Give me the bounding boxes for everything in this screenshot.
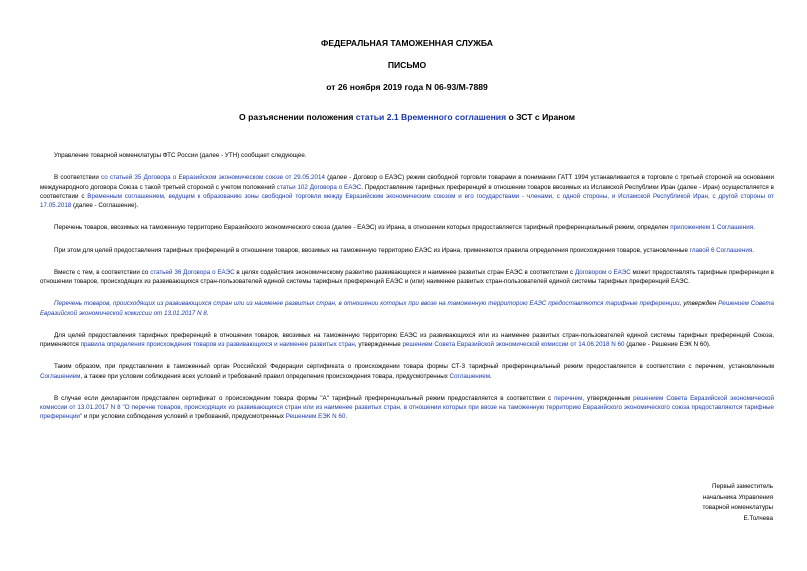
link-eec-decision-8[interactable]: Решением Совета Евразийской экономической комиссии от 13.01.2017 N 8	[40, 300, 775, 317]
paragraph-text: , утвержденные	[354, 341, 403, 348]
link-agreement[interactable]: Соглашением	[449, 372, 491, 380]
signature-position-line-3: товарной номенклатуры	[702, 504, 773, 512]
paragraph-origin-rules	[40, 246, 774, 255]
document-date-number: от 26 ноября 2019 года N 06-93/М-7889	[326, 82, 488, 92]
paragraph-text: и при условии соблюдения условий и требований, предусмотренных	[82, 413, 286, 421]
signature-name: Е.Толчева	[743, 515, 773, 523]
link-article-36-eaeu-treaty[interactable]: статьей 36 Договора о ЕАЭС	[150, 268, 235, 276]
paragraph-text: .	[206, 309, 209, 317]
paragraph-text: в целях содействия экономическому развитию развивающихся и наименее развитых стран ЕАЭС в соответствии с	[234, 268, 575, 276]
paragraph-text: . Предоставление тарифных преференций в отношении товаров ввозимых из Исламской Республики Иран (далее - Иран) осуществляется в соответствии с	[40, 183, 774, 200]
paragraph-developing-countries	[40, 268, 774, 287]
link-list[interactable]: перечнем	[554, 394, 583, 402]
subject-text-before: О разъяснении положения	[239, 112, 356, 122]
paragraph-text: (далее - Решение ЕЭК N 60).	[624, 341, 711, 348]
paragraph-legal-basis	[40, 173, 774, 210]
paragraph-text: В случае если декларантом представлен сертификат о происхождении товара формы "А" тарифный преференциальный режим предоставляется в соответствии с	[54, 394, 555, 402]
paragraph-text: В соответствии	[54, 174, 102, 182]
subject-article-link[interactable]: статьи 2.1 Временного соглашения	[355, 112, 507, 122]
letter-body	[40, 151, 774, 422]
link-article-35-eaeu-treaty[interactable]: со статьей 35 Договора о Евразийском экономическом союзе от 29.05.2014	[101, 174, 325, 182]
paragraph-text: При этом для целей предоставления тарифных преференций в отношении товаров, ввозимых на таможенную территорию ЕАЭС из Ирана, применяются правила определения происхождения товаров, установленные	[54, 246, 690, 254]
agency-title: ФЕДЕРАЛЬНАЯ ТАМОЖЕННАЯ СЛУЖБА	[321, 38, 493, 48]
paragraph-text: , а также при условии соблюдения всех условий и требований правил определения происхождения товара, предусмотренных	[80, 372, 450, 380]
paragraph-text: (далее - Соглашение).	[71, 202, 139, 209]
paragraph-form-a-certificate	[40, 394, 774, 422]
paragraph-intro: Управление товарной номенклатуры ФТС России (далее - УТН) сообщает следующее.	[54, 152, 307, 159]
paragraph-text: (далее - Договор о ЕАЭС) режим свободной торговли товарами в понимании ГАТТ 1994 устанавливается в торговле с третьей стороной на основании международного договора Союза с такой третьей стороной с учетом положений	[40, 174, 774, 191]
link-annex-1-agreement[interactable]: приложением 1 Соглашения	[670, 224, 754, 232]
paragraph-text: Для целей предоставления тарифных преференций в отношении товаров, ввозимых на таможенную территорию ЕАЭС из развивающихся или из наименее развитых стран-пользователей единой системы тарифных преференций Союза, применяются	[40, 331, 774, 348]
paragraph-text: .	[490, 372, 492, 380]
paragraph-text: .	[753, 224, 755, 232]
paragraph-text: Вместе с тем, в соответствии со	[54, 268, 151, 276]
paragraph-text: .	[345, 413, 348, 421]
link-preference-goods-list[interactable]: Перечень товаров, происходящих из развивающихся стран или из наименее развитых стран, в отношении которых при ввозе на таможенную территорию ЕАЭС предоставляются тарифные преференции	[54, 300, 680, 308]
link-article-102-eaeu-treaty[interactable]: статьи 102 Договора о ЕАЭС	[276, 183, 362, 191]
paragraph-text: Перечень товаров, ввозимых на таможенную территорию Евразийского экономического союза (далее - ЕАЭС) из Ирана, в отношении которых предоставляется тарифный преференциальный режим, определен	[54, 224, 671, 232]
paragraph-text: может предоставлять тарифные преференции в отношении товаров, происходящих из развивающихся стран-пользователей единой системы тарифных преференций ЕАЭС и (или) наименее развитых стран-пользователей единой системы тарифных преференций ЕАЭС.	[40, 268, 775, 285]
link-eec-decision-8-full[interactable]: решением Совета Евразийской экономической комиссии от 13.01.2017 N 8 "О перечне товаров, происходящих из развивающихся стран или из наименее развитых стран, в отношении которых при ввозе на таможенную территорию Евразийского экономического союза предоставляются тарифные преференции"	[40, 394, 774, 421]
paragraph-preference-list	[40, 299, 774, 318]
paragraph-st3-certificate	[40, 362, 774, 381]
link-interim-agreement[interactable]: Временным соглашением, ведущим к образованию зоны свободной торговли между Евразийским экономическим союзом и его государствами - членами, с одной стороны, и Исламской Республикой Иран, с другой стороны от 17.05.2018	[40, 192, 774, 209]
link-origin-rules-developing[interactable]: правила определения происхождения товаров из развивающихся и наименее развитых стран	[80, 341, 355, 348]
signature-position-line-1: Первый заместитель	[711, 483, 773, 490]
link-eec-decision-60[interactable]: Решением ЕЭК N 60	[285, 413, 346, 421]
link-chapter-6-agreement[interactable]: главой 6 Соглашения	[689, 246, 753, 254]
link-eec-decision-60[interactable]: решением Совета Евразийской экономической комиссии от 14.06.2018 N 60	[402, 341, 625, 348]
paragraph-text: .	[752, 246, 754, 254]
document-subject	[40, 112, 774, 123]
signature-block	[702, 482, 773, 525]
signature-position-line-2: начальника Управления	[702, 493, 773, 501]
paragraph-text: , утвержден	[679, 300, 719, 308]
link-eaeu-treaty[interactable]: Договором о ЕАЭС	[574, 268, 631, 276]
subject-text-after: о ЗСТ с Ираном	[506, 112, 575, 122]
document-type: ПИСЬМО	[387, 60, 427, 70]
paragraph-goods-list	[40, 223, 774, 232]
paragraph-origin-rules-developing	[40, 331, 774, 350]
paragraph-text: Таким образом, при представлении в таможенный орган Российской Федерации сертификата о происхождении товара формы СТ-3 тарифный преференциальный режим предоставляется в соответствии с перечнем, установленным	[54, 363, 774, 371]
paragraph-text: , утвержденным	[582, 394, 634, 402]
link-agreement[interactable]: Соглашением	[40, 372, 81, 380]
